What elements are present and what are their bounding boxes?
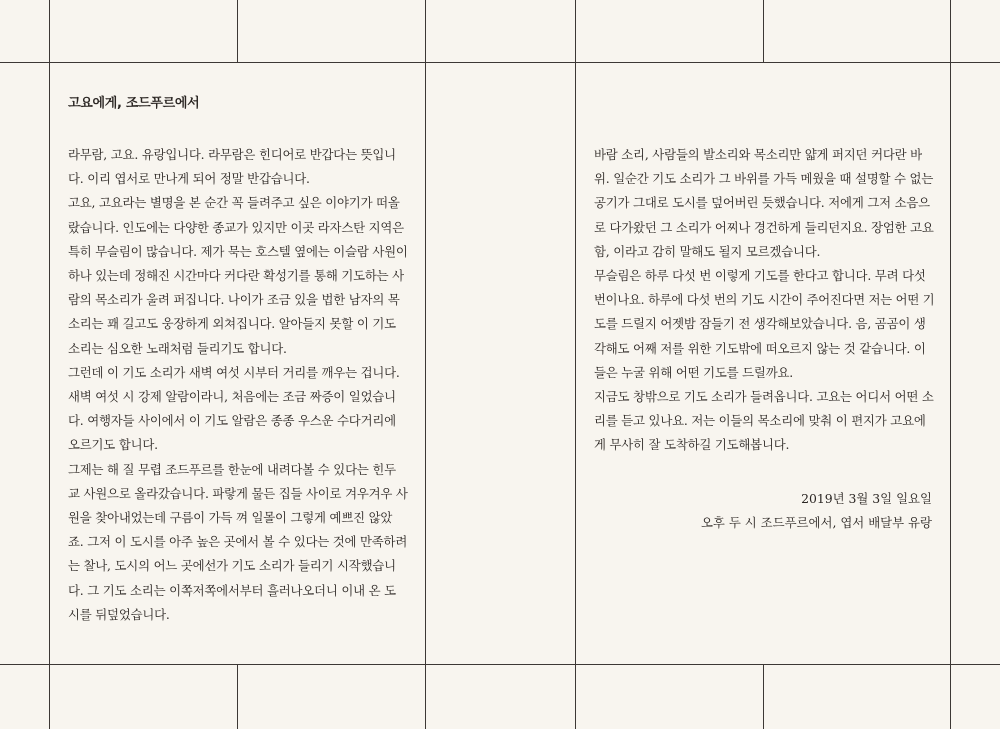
letter-line: 도를 드릴지 어젯밤 잠들기 전 생각해보았습니다. 음, 곰곰이 생 [594, 316, 926, 332]
letter-line: 번이나요. 하루에 다섯 번의 기도 시간이 주어진다면 저는 어떤 기 [594, 292, 935, 308]
letter-line: 는 찰나, 도시의 어느 곳에선가 기도 소리가 들리기 시작했습니 [68, 558, 396, 574]
grid-tick-top-right [763, 0, 764, 62]
letter-line: 죠. 그저 이 도시를 아주 높은 곳에서 볼 수 있다는 것에 만족하려 [68, 534, 408, 550]
letter-line: 라무람, 고요. 유랑입니다. 라무람은 힌디어로 반갑다는 뜻입니 [68, 147, 396, 162]
letter-line: 소리는 꽤 길고도 웅장하게 외쳐집니다. 알아들지 못할 이 기도 [68, 316, 396, 332]
letter-line: 람의 목소리가 울려 퍼집니다. 나이가 조금 있을 법한 남자의 목 [68, 292, 400, 308]
grid-tick-bottom-right [763, 664, 764, 729]
letter-line: 게 무사히 잘 도착하길 기도해봅니다. [594, 437, 790, 453]
letter-line: 원을 찾아내었는데 구름이 가득 껴 일몰이 그렇게 예쁘진 않았 [68, 510, 393, 526]
grid-line-top [0, 62, 1000, 63]
letter-line: 지금도 창밖으로 기도 소리가 들려옵니다. 고요는 어디서 어떤 소 [594, 389, 934, 405]
letter-line: 무슬림은 하루 다섯 번 이렇게 기도를 한다고 합니다. 무려 다섯 [594, 268, 926, 284]
signature-line: 오후 두 시 조드푸르에서, 엽서 배달부 유랑 [700, 515, 932, 530]
letter-line: 공기가 그대로 도시를 덮어버린 듯했습니다. 저에게 그저 소음으 [594, 195, 930, 211]
letter-line: 위. 일순간 기도 소리가 그 바위를 가득 메웠을 때 설명할 수 없는 [594, 171, 934, 187]
grid-line-bottom [0, 664, 1000, 665]
letter-line: 시를 뒤덮었습니다. [68, 606, 170, 622]
letter-line: 그제는 해 질 무렵 조드푸르를 한눈에 내려다볼 수 있다는 힌두 [68, 461, 396, 477]
letter-heading: 고요에게, 조드푸르에서 [68, 96, 200, 111]
letter-line: 소리는 심오한 노래처럼 들리기도 합니다. [68, 340, 287, 356]
letter-line: 다. 여행자들 사이에서 이 기도 알람은 종종 우스운 수다거리에 [68, 413, 396, 429]
letter-line: 각해도 어째 저를 위한 기도밖에 떠오르지 않는 것 같습니다. 이 [594, 340, 926, 356]
letter-line: 하나 있는데 정해진 시간마다 커다란 확성기를 통해 기도하는 사 [68, 268, 404, 284]
letter-line: 그런데 이 기도 소리가 새벽 여섯 시부터 거리를 깨우는 겁니다. [68, 364, 400, 380]
letter-line: 바람 소리, 사람들의 발소리와 목소리만 얇게 퍼지던 커다란 바 [594, 147, 922, 162]
letter-line: 들은 누굴 위해 어떤 기도를 드릴까요. [594, 364, 793, 380]
letter-line: 새벽 여섯 시 강제 알람이라니, 처음에는 조금 짜증이 일었습니 [68, 389, 396, 405]
grid-line-left-page-edge [425, 0, 426, 729]
letter-line: 함, 이라고 감히 말해도 될지 모르겠습니다. [594, 243, 821, 259]
grid-tick-bottom-left [237, 664, 238, 729]
letter-line: 오르기도 합니다. [68, 437, 158, 453]
letter-line: 교 사원으로 올라갔습니다. 파랗게 물든 집들 사이로 겨우겨우 사 [68, 485, 408, 501]
letter-line: 다. 이리 엽서로 만나게 되어 정말 반갑습니다. [68, 171, 310, 187]
letter-line: 고요, 고요라는 별명을 본 순간 꼭 들려주고 싶은 이야기가 떠올 [68, 195, 400, 211]
letter-line: 로 다가왔던 그 소리가 어찌나 경건하게 들리던지요. 장엄한 고요 [594, 219, 934, 235]
letter-line: 특히 무슬림이 많습니다. 제가 묵는 호스텔 옆에는 이슬람 사원이 [68, 243, 408, 259]
letter-line: 리를 듣고 있나요. 저는 이들의 목소리에 맞춰 이 편지가 고요에 [594, 413, 926, 429]
letter-body-right [594, 143, 934, 458]
letter-body-left [68, 143, 408, 627]
letter-line: 랐습니다. 인도에는 다양한 종교가 있지만 이곳 라자스탄 지역은 [68, 219, 404, 235]
letter-line: 다. 그 기도 소리는 이쪽저쪽에서부터 흘러나오더니 이내 온 도 [68, 582, 396, 598]
signature-date: 2019년 3월 3일 일요일 [801, 491, 932, 506]
grid-tick-top-left [237, 0, 238, 62]
grid-line-left-margin [49, 0, 50, 729]
grid-line-right-page-edge [575, 0, 576, 729]
grid-line-right-margin [950, 0, 951, 729]
